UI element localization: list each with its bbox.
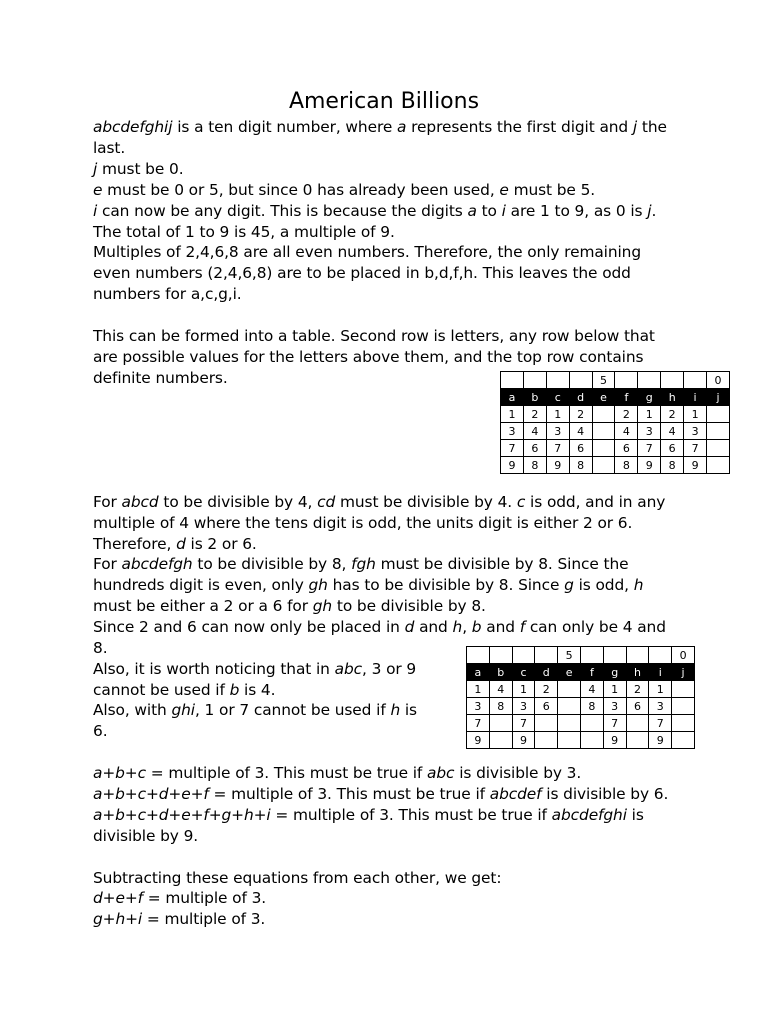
text-segment: is 6. bbox=[93, 701, 417, 740]
table-cell bbox=[489, 715, 512, 732]
text-segment: = multiple of 3. bbox=[142, 889, 267, 907]
variable-text: a+b+c+d+e+f+g+h+i bbox=[93, 806, 271, 824]
paragraph-i-rule bbox=[93, 201, 677, 243]
variable-text: d bbox=[404, 618, 415, 636]
text-segment: must be 0. bbox=[97, 160, 184, 178]
table-cell bbox=[707, 440, 730, 457]
table-cell: 9 bbox=[638, 457, 661, 474]
table-cell bbox=[580, 732, 603, 749]
table-cell: h bbox=[661, 389, 684, 406]
variable-text: abc bbox=[427, 764, 455, 782]
table-cell: 1 bbox=[467, 681, 490, 698]
text-segment: to be divisible by 8, bbox=[192, 555, 352, 573]
table-cell: 9 bbox=[512, 732, 535, 749]
table-cell: f bbox=[580, 664, 603, 681]
table-cell: 7 bbox=[501, 440, 524, 457]
text-segment: to be divisible by 4, bbox=[158, 493, 318, 511]
table-row bbox=[501, 423, 730, 440]
variable-text: a+b+c+d+e+f bbox=[93, 785, 209, 803]
table-cell: 4 bbox=[489, 681, 512, 698]
table-cell: e bbox=[592, 389, 615, 406]
table-cell: 1 bbox=[649, 681, 672, 698]
table-cell: 2 bbox=[569, 406, 592, 423]
table-cell bbox=[638, 372, 661, 389]
table-cell bbox=[558, 732, 581, 749]
table-cell bbox=[535, 715, 558, 732]
table-cell: j bbox=[707, 389, 730, 406]
text-segment: can now be any digit. This is because the digits bbox=[97, 202, 468, 220]
table-row bbox=[501, 457, 730, 474]
table-cell: g bbox=[638, 389, 661, 406]
table-cell bbox=[615, 372, 638, 389]
paragraph-number-definition bbox=[93, 117, 677, 159]
table-cell bbox=[501, 372, 524, 389]
variable-text: h bbox=[390, 701, 401, 719]
text-segment: For bbox=[93, 555, 122, 573]
text-segment: For bbox=[93, 493, 122, 511]
paragraph-def-sum bbox=[93, 888, 677, 909]
letters-row bbox=[467, 664, 695, 681]
paragraph-abcdef-sum bbox=[93, 784, 677, 805]
paragraph-ghi-sum bbox=[93, 909, 677, 930]
table-cell: 4 bbox=[615, 423, 638, 440]
text-segment: the last. bbox=[93, 118, 667, 157]
table-cell: 3 bbox=[467, 698, 490, 715]
table-cell: 9 bbox=[649, 732, 672, 749]
table-row bbox=[467, 698, 695, 715]
table-cell: b bbox=[489, 664, 512, 681]
text-segment: is a ten digit number, where bbox=[172, 118, 397, 136]
table-cell: 4 bbox=[523, 423, 546, 440]
table-cell: 6 bbox=[661, 440, 684, 457]
letters-row bbox=[501, 389, 730, 406]
variable-text: abcdef bbox=[489, 785, 542, 803]
table-cell bbox=[592, 406, 615, 423]
variable-text: fgh bbox=[351, 555, 376, 573]
table-cell: 7 bbox=[649, 715, 672, 732]
table-cell: 3 bbox=[603, 698, 626, 715]
variable-text: i bbox=[93, 202, 98, 220]
text-segment: This can be formed into a table. Second row is letters, any row below that are possible values for the letters above them, and the top row contains definite numbers. bbox=[93, 327, 655, 387]
paragraph-ghi-note bbox=[93, 700, 433, 742]
table-cell: 7 bbox=[603, 715, 626, 732]
text-segment: must be either a 2 or a 6 for bbox=[93, 596, 313, 615]
table-cell: 6 bbox=[615, 440, 638, 457]
table-cell bbox=[672, 715, 695, 732]
table-cell: 9 bbox=[684, 457, 707, 474]
table-cell: 8 bbox=[569, 457, 592, 474]
variable-text: j bbox=[632, 118, 638, 136]
table-cell: 1 bbox=[546, 406, 569, 423]
table-cell bbox=[546, 372, 569, 389]
table-cell: i bbox=[684, 389, 707, 406]
text-segment: , bbox=[462, 618, 472, 636]
table-cell: 0 bbox=[672, 647, 695, 664]
text-segment: is odd, and in any multiple of 4 where the tens digit is odd, the units digit is either 2 or 6. Therefore, bbox=[93, 493, 666, 553]
table-cell: 1 bbox=[603, 681, 626, 698]
paragraph-even-odd bbox=[93, 242, 677, 304]
text-segment: is 4. bbox=[239, 680, 276, 699]
table-row bbox=[467, 732, 695, 749]
paragraph-abcd-rule bbox=[93, 492, 677, 554]
table-cell: i bbox=[649, 664, 672, 681]
table-cell: f bbox=[615, 389, 638, 406]
table-cell bbox=[569, 372, 592, 389]
table-cell bbox=[580, 647, 603, 664]
table-cell: d bbox=[535, 664, 558, 681]
table-cell bbox=[489, 732, 512, 749]
table-cell: 3 bbox=[638, 423, 661, 440]
table-row bbox=[501, 406, 730, 423]
table-cell bbox=[672, 732, 695, 749]
variable-text: d bbox=[176, 534, 186, 553]
table-cell bbox=[592, 457, 615, 474]
table-cell: c bbox=[512, 664, 535, 681]
table-cell: 8 bbox=[523, 457, 546, 474]
text-segment: Multiples of 2,4,6,8 are all even numbers. Therefore, the only remaining even numbers (2,4,6,8) are to be placed in b,d,f,h. This leaves the odd numbers for a,c,g,i. bbox=[93, 243, 641, 303]
variable-text: j bbox=[647, 202, 652, 220]
table-cell: 5 bbox=[592, 372, 615, 389]
variable-text: abcdefghij bbox=[93, 118, 173, 136]
text-segment: Subtracting these equations from each other, we get: bbox=[93, 869, 502, 887]
table-cell bbox=[626, 647, 649, 664]
table-cell bbox=[684, 372, 707, 389]
table-cell: 2 bbox=[661, 406, 684, 423]
table-cell bbox=[626, 715, 649, 732]
table-cell: 1 bbox=[638, 406, 661, 423]
possibilities-table-1 bbox=[500, 371, 730, 474]
table-cell: 8 bbox=[580, 698, 603, 715]
table-cell: 1 bbox=[684, 406, 707, 423]
table-cell bbox=[592, 423, 615, 440]
table-cell: 1 bbox=[512, 681, 535, 698]
table-cell: 9 bbox=[546, 457, 569, 474]
table-cell: 4 bbox=[580, 681, 603, 698]
table-cell: 3 bbox=[501, 423, 524, 440]
variable-text: h bbox=[452, 618, 463, 636]
table-cell bbox=[707, 423, 730, 440]
table-cell: 3 bbox=[684, 423, 707, 440]
variable-text: a+b+c bbox=[93, 764, 146, 782]
table-cell: 2 bbox=[615, 406, 638, 423]
table-cell bbox=[523, 372, 546, 389]
table-cell: c bbox=[546, 389, 569, 406]
known-values-row bbox=[501, 372, 730, 389]
table-cell: 2 bbox=[523, 406, 546, 423]
table-cell bbox=[592, 440, 615, 457]
paragraph-abc-sum bbox=[93, 763, 677, 784]
table-cell bbox=[535, 732, 558, 749]
variable-text: abcdefghi bbox=[551, 806, 627, 824]
text-segment: Since 2 and 6 can now only be placed in bbox=[93, 618, 405, 636]
variable-text: e bbox=[93, 181, 103, 199]
text-segment: must be 0 or 5, but since 0 has already been used, bbox=[102, 181, 500, 199]
table-cell: 0 bbox=[707, 372, 730, 389]
table-cell bbox=[467, 647, 490, 664]
text-segment: . The total of 1 to 9 is 45, a multiple of 9. bbox=[93, 202, 657, 241]
table-cell: d bbox=[569, 389, 592, 406]
page-title: American Billions bbox=[288, 89, 480, 114]
text-segment: are 1 to 9, as 0 is bbox=[505, 202, 648, 220]
text-segment: = multiple of 3. bbox=[142, 910, 266, 928]
variable-text: gh bbox=[312, 596, 333, 615]
table-cell: 9 bbox=[603, 732, 626, 749]
table-cell: 7 bbox=[546, 440, 569, 457]
text-segment: is divisible by 3. bbox=[454, 764, 582, 782]
variable-text: ghi bbox=[171, 701, 195, 719]
variable-text: gh bbox=[308, 575, 328, 594]
variable-text: g+h+i bbox=[93, 910, 143, 928]
variable-text: a bbox=[397, 118, 407, 136]
table-cell bbox=[672, 698, 695, 715]
text-segment: must be divisible by 8. Since the hundreds digit is even, only bbox=[93, 555, 629, 594]
text-segment: , 3 or 9 cannot be used if bbox=[93, 660, 417, 699]
table-cell: 4 bbox=[569, 423, 592, 440]
table-cell: 2 bbox=[535, 681, 558, 698]
text-segment: must be divisible by 4. bbox=[335, 493, 517, 511]
paragraph-e-rule bbox=[93, 180, 677, 201]
table-cell: g bbox=[603, 664, 626, 681]
text-segment: is 2 or 6. bbox=[185, 534, 257, 553]
table-cell bbox=[661, 372, 684, 389]
table-cell: 2 bbox=[626, 681, 649, 698]
text-segment: and bbox=[414, 618, 453, 636]
text-segment: is divisible by 6. bbox=[541, 785, 669, 803]
table-cell bbox=[535, 647, 558, 664]
table-cell bbox=[672, 681, 695, 698]
table-cell: 7 bbox=[467, 715, 490, 732]
variable-text: i bbox=[501, 202, 506, 220]
text-segment: , 1 or 7 cannot be used if bbox=[194, 701, 391, 719]
table-cell: 8 bbox=[615, 457, 638, 474]
variable-text: f bbox=[519, 618, 526, 636]
table-cell: 3 bbox=[546, 423, 569, 440]
variable-text: abcd bbox=[121, 493, 159, 511]
table-cell bbox=[512, 647, 535, 664]
table-row bbox=[501, 440, 730, 457]
table-row bbox=[467, 681, 695, 698]
table-cell: 3 bbox=[512, 698, 535, 715]
table-cell: j bbox=[672, 664, 695, 681]
table-cell: 7 bbox=[684, 440, 707, 457]
table-cell: 8 bbox=[661, 457, 684, 474]
table-cell: 4 bbox=[661, 423, 684, 440]
table-cell: 5 bbox=[558, 647, 581, 664]
text-segment: is divisible by 9. bbox=[93, 806, 644, 845]
table-cell: 6 bbox=[569, 440, 592, 457]
variable-text: a bbox=[467, 202, 477, 220]
variable-text: j bbox=[93, 160, 98, 178]
variable-text: e bbox=[499, 181, 509, 199]
paragraph-j-rule bbox=[93, 159, 677, 180]
table-cell: 6 bbox=[626, 698, 649, 715]
variable-text: abcdefgh bbox=[121, 555, 193, 573]
variable-text: g bbox=[564, 575, 574, 594]
table-cell: 7 bbox=[638, 440, 661, 457]
table-cell: 9 bbox=[467, 732, 490, 749]
text-segment: has to be divisible by 8. Since bbox=[327, 575, 565, 594]
table-cell: h bbox=[626, 664, 649, 681]
variable-text: b bbox=[229, 680, 240, 699]
table-cell bbox=[558, 715, 581, 732]
table-cell: a bbox=[467, 664, 490, 681]
table-cell: 8 bbox=[489, 698, 512, 715]
table-cell bbox=[626, 732, 649, 749]
text-segment: is odd, bbox=[573, 575, 634, 594]
table-cell bbox=[489, 647, 512, 664]
table-cell bbox=[558, 698, 581, 715]
variable-text: h bbox=[633, 575, 644, 594]
text-segment: must be 5. bbox=[508, 181, 596, 199]
table-cell: 1 bbox=[501, 406, 524, 423]
text-segment: and bbox=[481, 618, 520, 636]
paragraph-abcdefgh-rule bbox=[93, 554, 677, 616]
variable-text: b bbox=[471, 618, 482, 636]
table-cell bbox=[558, 681, 581, 698]
table-row bbox=[467, 715, 695, 732]
table-cell: 6 bbox=[535, 698, 558, 715]
text-segment: represents the first digit and bbox=[406, 118, 633, 136]
table-cell: 3 bbox=[649, 698, 672, 715]
table-cell bbox=[707, 457, 730, 474]
text-segment: = multiple of 3. This must be true if bbox=[270, 806, 552, 824]
text-segment: to be divisible by 8. bbox=[332, 596, 486, 615]
table-cell bbox=[649, 647, 672, 664]
table-cell: 6 bbox=[523, 440, 546, 457]
paragraph-abcdefghi-sum bbox=[93, 805, 677, 847]
known-values-row bbox=[467, 647, 695, 664]
table-cell: b bbox=[523, 389, 546, 406]
paragraph-subtracting bbox=[93, 868, 677, 889]
table-cell: 9 bbox=[501, 457, 524, 474]
table-cell bbox=[603, 647, 626, 664]
variable-text: cd bbox=[317, 493, 336, 511]
table-cell bbox=[580, 715, 603, 732]
table-cell: e bbox=[558, 664, 581, 681]
variable-text: c bbox=[516, 493, 526, 511]
text-segment: Also, with bbox=[93, 701, 172, 719]
paragraph-abc-note bbox=[93, 659, 433, 701]
variable-text: d+e+f bbox=[93, 889, 143, 907]
text-segment: can only be 4 and 8. bbox=[93, 618, 666, 657]
text-segment: = multiple of 3. This must be true if bbox=[208, 785, 490, 803]
text-segment: Also, it is worth noticing that in bbox=[93, 660, 335, 678]
text-segment: to bbox=[476, 202, 502, 220]
variable-text: abc bbox=[334, 660, 363, 678]
table-cell: a bbox=[501, 389, 524, 406]
possibilities-table-2 bbox=[466, 646, 695, 749]
table-cell bbox=[707, 406, 730, 423]
table-cell: 7 bbox=[512, 715, 535, 732]
text-segment: = multiple of 3. This must be true if bbox=[145, 764, 428, 782]
